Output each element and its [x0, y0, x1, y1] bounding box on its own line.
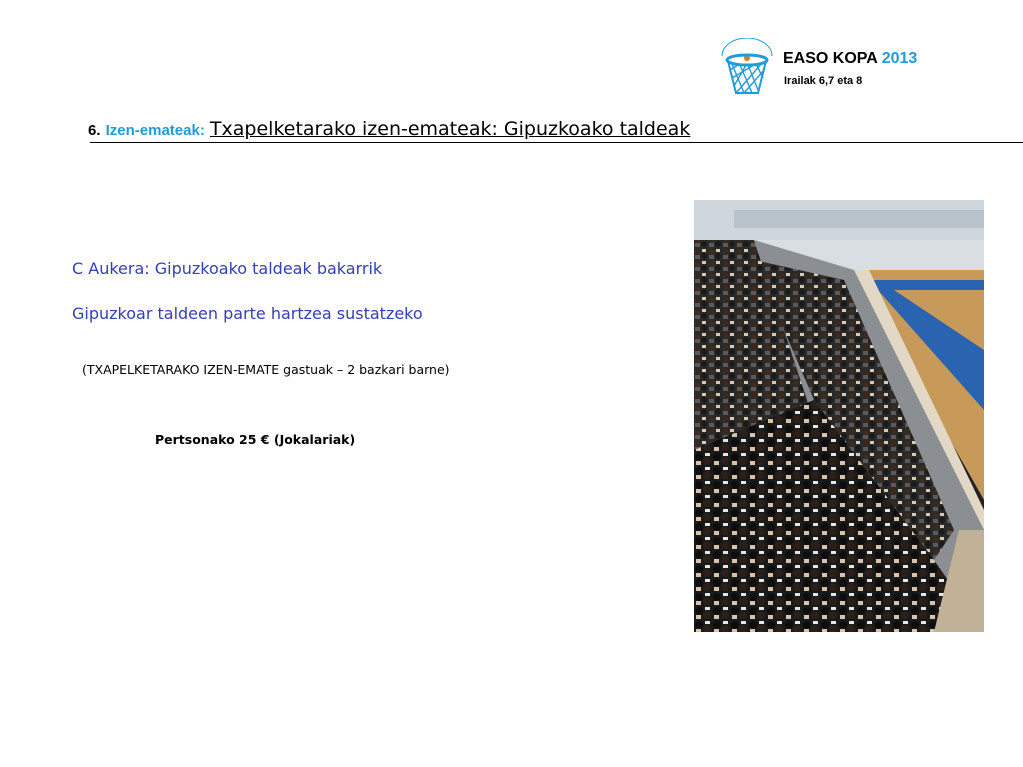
price-text: Pertsonako 25 € (Jokalariak) — [155, 432, 356, 447]
option-heading: C Aukera: Gipuzkoako taldeak bakarrik — [72, 259, 383, 278]
spectators-photo — [694, 200, 984, 632]
section-label: Izen-emateak: — [105, 122, 205, 139]
title-divider — [90, 142, 1023, 143]
title-text: Txapelketarako izen-emateak: Gipuzkoako taldeak — [209, 118, 691, 140]
event-dates: Irailak 6,7 eta 8 — [784, 75, 863, 87]
brand-name: EASO KOPA — [783, 50, 878, 67]
purpose-text: Gipuzkoar taldeen parte hartzea sustatzeko — [72, 304, 423, 323]
brand-title — [783, 50, 917, 68]
slide-title — [88, 118, 690, 140]
expenses-note: (TXAPELKETARAKO IZEN-EMATE gastuak – 2 bazkari barne) — [82, 362, 450, 377]
basketball-hoop-logo-icon — [718, 38, 776, 98]
slide-number: 6. — [88, 122, 101, 139]
brand-year: 2013 — [881, 50, 918, 67]
